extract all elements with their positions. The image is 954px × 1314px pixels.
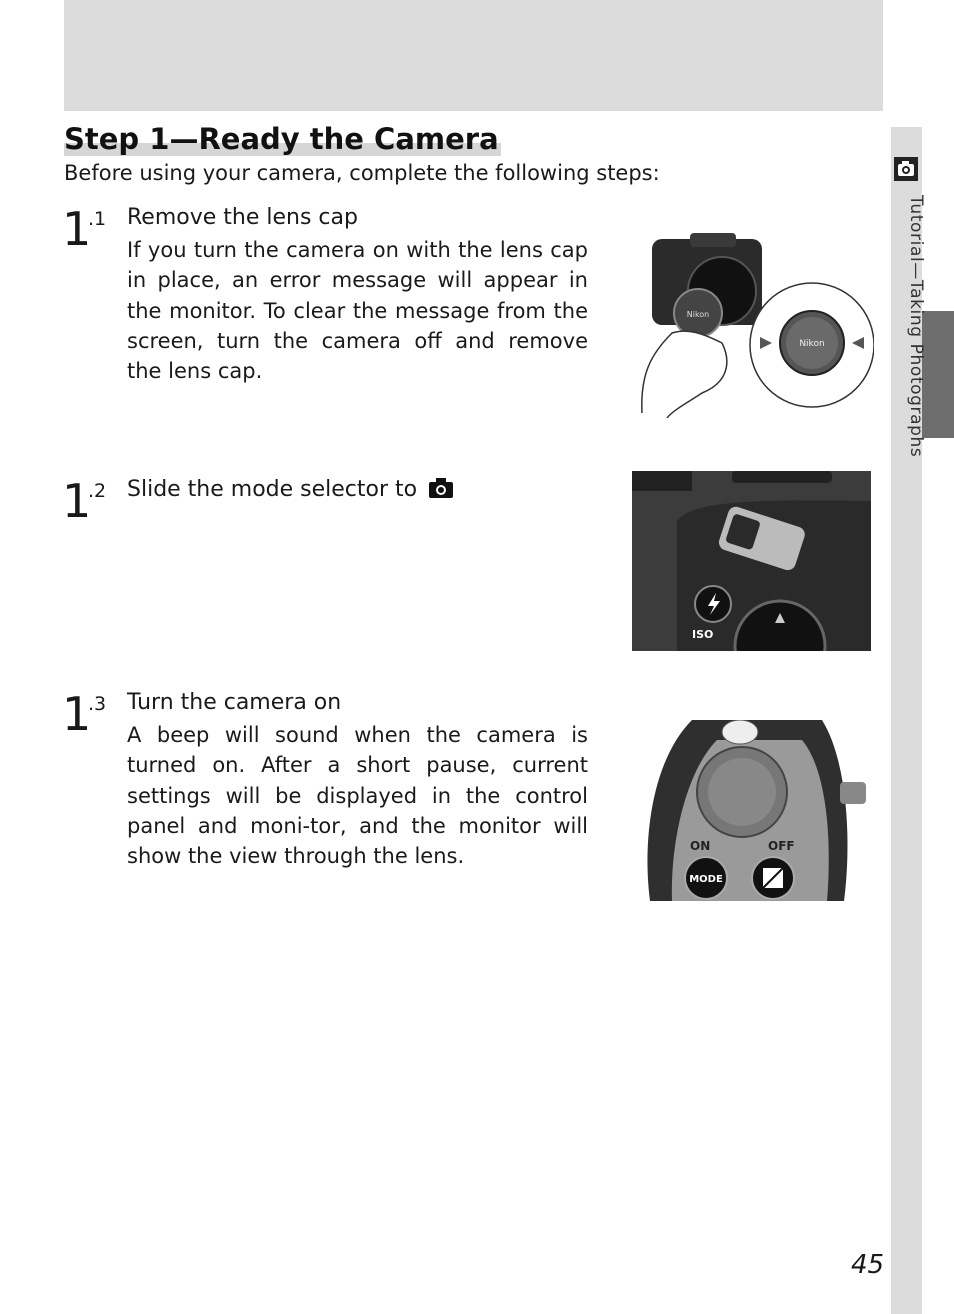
step-title	[127, 477, 454, 502]
step-sub-number: .3	[88, 693, 107, 715]
step-title: Turn the camera on	[127, 690, 342, 715]
chapter-label: Tutorial—Taking Photographs	[906, 195, 926, 458]
step-body: A beep will sound when the camera is turned on. After a short pause, current settings will be displayed in the control panel and moni-tor, and the monitor will show the view through the lens.	[127, 723, 588, 869]
cap-brand-text: Nikon	[799, 339, 825, 349]
step-number: 1	[62, 474, 92, 528]
mode-label: MODE	[689, 874, 723, 885]
step-title: Remove the lens cap	[127, 205, 358, 230]
cap-brand-text: Nikon	[686, 310, 710, 319]
lens-cap-illustration	[632, 233, 874, 418]
iso-label: ISO	[692, 628, 714, 641]
power-switch-illustration	[632, 720, 867, 901]
step-sub-number: .2	[88, 480, 107, 502]
header-band	[64, 0, 883, 111]
on-label: ON	[690, 839, 711, 853]
chapter-marker	[922, 311, 954, 438]
step-number: 1	[62, 202, 92, 256]
page-title: Step 1—Ready the Camera	[64, 122, 499, 156]
step-number: 1	[62, 687, 92, 741]
step-title-text: Slide the mode selector to	[127, 477, 418, 502]
step-body: If you turn the camera on with the lens cap in place, an error message will appear in the monitor. To clear the message from the screen, turn the camera off and remove the lens cap.	[127, 238, 588, 384]
camera-icon	[893, 156, 919, 182]
step-sub-number: .1	[88, 208, 107, 230]
mode-selector-illustration	[632, 471, 871, 651]
camera-icon	[428, 477, 454, 499]
page-number: 45	[851, 1250, 885, 1280]
intro-text: Before using your camera, complete the following steps:	[64, 161, 660, 185]
off-label: OFF	[768, 839, 795, 853]
